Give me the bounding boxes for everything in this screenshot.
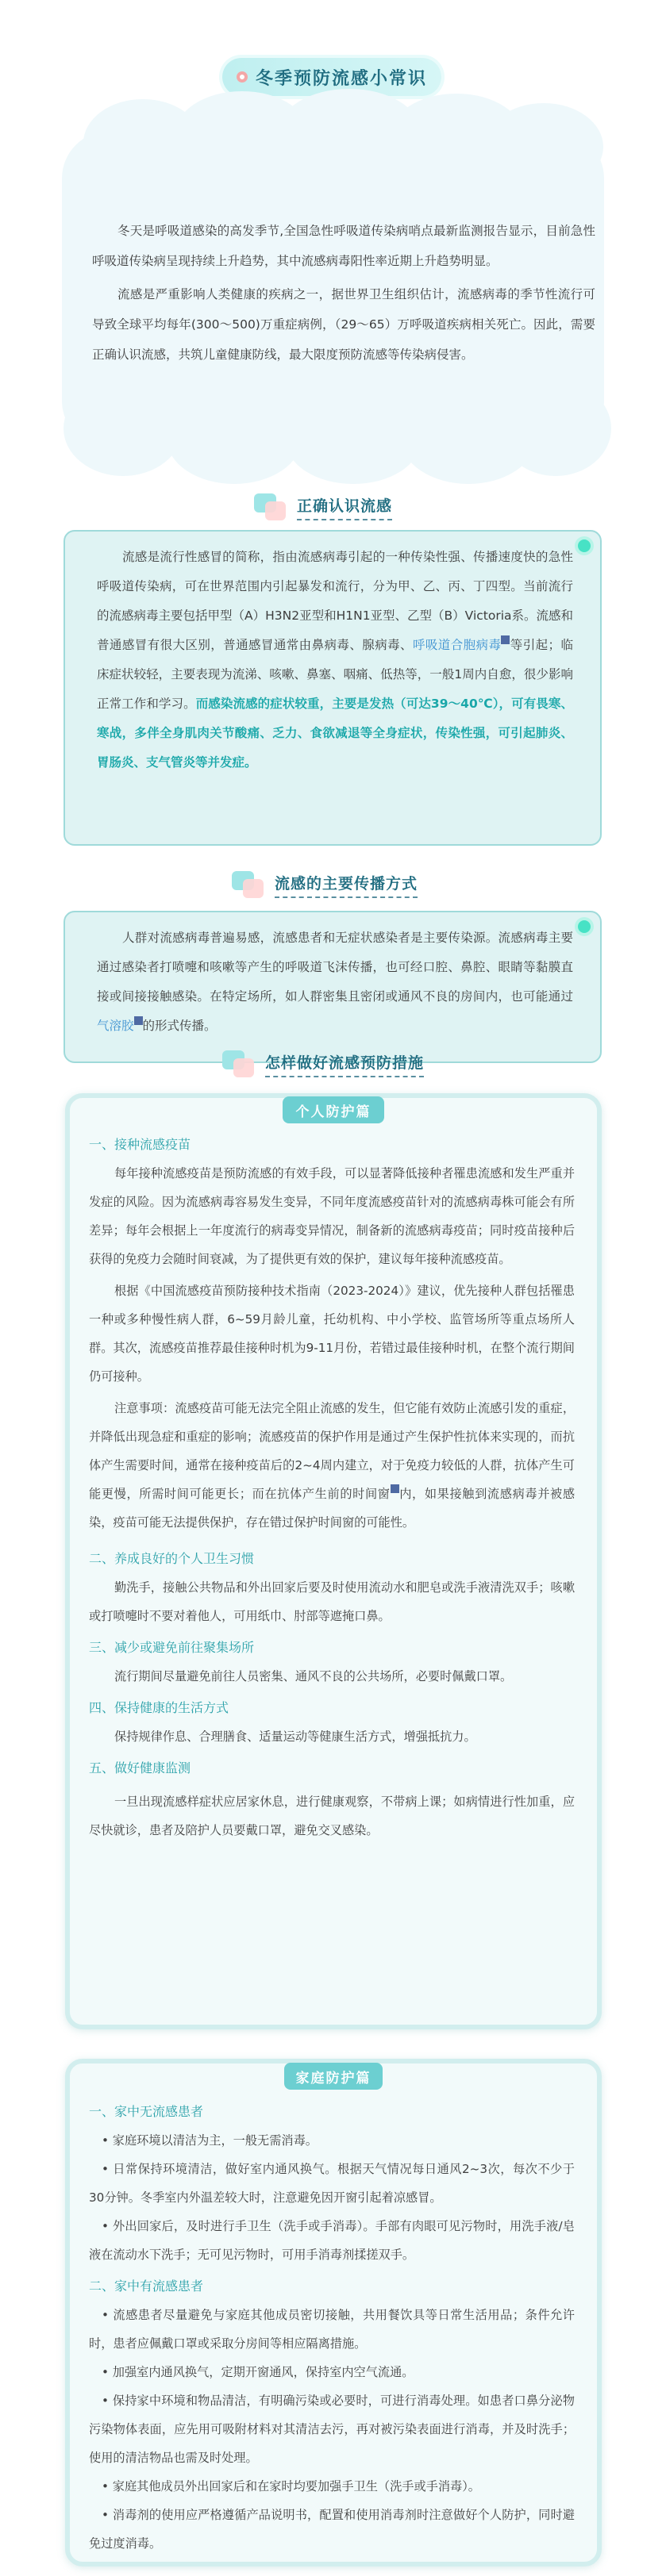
section2-header xyxy=(232,871,418,898)
personal-paragraph: 根据《中国流感疫苗预防接种技术指南（2023-2024）》建议，优先接种人群包括罹患一种或多种慢性病人群，6~59月龄儿童，托幼机构、中小学校、监管场所等重点场所人群。其次，流感疫苗推荐最佳接种时机为9-11月份，若错过最佳接种时机，在整个流行期间仍可接种。 xyxy=(89,1284,575,1384)
family-bullet: • 消毒剂的使用应严格遵循产品说明书，配置和使用消毒剂时注意做好个人防护，同时避免过度消毒。 xyxy=(89,2508,575,2551)
intro-paragraph: 冬天是呼吸道感染的高发季节,全国急性呼吸道传染病哨点最新监测报告显示，目前急性呼吸道传染病呈现持续上升趋势，其中流感病毒阳性率近期上升趋势明显。 xyxy=(92,224,595,268)
section3-title: 怎样做好流感预防措施 xyxy=(265,1051,424,1077)
intro-text xyxy=(92,216,595,373)
section-icon xyxy=(254,493,289,520)
personal-paragraph: 一旦出现流感样症状应居家休息，进行健康观察，不带病上课；如病情进行性加重，应尽快就诊，患者及陪护人员要戴口罩，避免交叉感染。 xyxy=(89,1795,575,1837)
section-icon xyxy=(232,871,267,898)
section2-card xyxy=(64,911,602,1063)
personal-paragraph: 勤洗手，接触公共物品和外出回家后要及时使用流动水和肥皂或洗手液清洗双手；咳嗽或打喷嚏时不要对着他人，可用纸巾、肘部等遮掩口鼻。 xyxy=(89,1580,575,1623)
family-heading-2: 二、家中有流感患者 xyxy=(89,2278,204,2294)
family-bullet: • 流感患者尽量避免与家庭其他成员密切接触，共用餐饮具等日常生活用品；条件允许时，患者应佩戴口罩或采取分房间等相应隔离措施。 xyxy=(89,2308,575,2351)
section2-text xyxy=(97,923,573,1041)
pin-icon xyxy=(578,539,591,552)
page-title: 冬季预防流感小常识 xyxy=(255,68,427,89)
family-bullet: • 家庭其他成员外出回家后和在家时均要加强手卫生（洗手或手消毒）。 xyxy=(102,2479,480,2493)
section1-header xyxy=(254,493,392,520)
family-bullet: • 外出回家后，及时进行手卫生（洗手或手消毒）。手部有肉眼可见污物时，用洗手液/皂液在流动水下洗手；无可见污物时，可用手消毒剂揉搓双手。 xyxy=(89,2219,575,2262)
personal-paragraph: 流行期间尽量避免前往人员密集、通风不良的公共场所，必要时佩戴口罩。 xyxy=(114,1669,513,1683)
family-bullet: • 加强室内通风换气，定期开窗通风，保持室内空气流通。 xyxy=(102,2365,414,2379)
family-heading-1: 一、家中无流感患者 xyxy=(89,2104,204,2119)
family-bullet: • 家庭环境以清洁为主，一般无需消毒。 xyxy=(102,2133,318,2148)
pin-icon xyxy=(578,920,591,933)
personal-paragraph: 保持规律作息、合理膳食、适量运动等健康生活方式，增强抵抗力。 xyxy=(114,1729,476,1744)
family-bullet: • 日常保持环境清洁，做好室内通风换气。根据天气情况每日通风2~3次，每次不少于30分钟。冬季室内外温差较大时，注意避免因开窗引起着凉感冒。 xyxy=(89,2162,575,2205)
section1-text-a: 流感是流行性感冒的简称，指由流感病毒引起的一种传染性强、传播速度快的急性呼吸道传染病，可在世界范围内引起暴发和流行，分为甲、乙、丙、丁四型。当前流行的流感病毒主要包括甲型（A）H3N2亚型和H1N1亚型、乙型（B）Victoria系。流感和普通感冒有很大区别，普通感冒通常由鼻病毒、腺病毒、 xyxy=(97,550,574,652)
section2-title: 流感的主要传播方式 xyxy=(275,872,418,898)
square-marker-icon xyxy=(134,1016,143,1025)
section1-title: 正确认识流感 xyxy=(297,494,392,520)
section2-link-term: 气溶胶 xyxy=(97,1019,134,1033)
intro-paragraph: 流感是严重影响人类健康的疾病之一，据世界卫生组织估计，流感病毒的季节性流行可导致全球平均每年(300～500)万重症病例，（29～65）万呼吸道疾病相关死亡。因此，需要正确认识流感，共筑儿童健康防线，最大限度预防流感等传染病侵害。 xyxy=(92,287,595,362)
section2-text-b: 的形式传播。 xyxy=(142,1019,217,1033)
section1-text xyxy=(97,543,573,777)
section-icon xyxy=(222,1050,257,1077)
section2-text-a: 人群对流感病毒普遍易感，流感患者和无症状感染者是主要传染源。流感病毒主要通过感染者打喷嚏和咳嗽等产生的呼吸道飞沫传播，也可经口腔、鼻腔、眼睛等黏膜直接或间接接触感染。在特定场所，如人群密集且密闭或通风不良的房间内，也可能通过 xyxy=(97,931,573,1004)
personal-heading-4: 四、保持健康的生活方式 xyxy=(89,1700,229,1715)
personal-heading-2: 二、养成良好的个人卫生习惯 xyxy=(89,1551,255,1566)
personal-heading-1: 一、接种流感疫苗 xyxy=(89,1137,191,1152)
family-tab: 家庭防护篇 xyxy=(284,2063,383,2090)
personal-notice-a: 注意事项：流感疫苗可能无法完全阻止流感的发生，但它能有效防止流感引发的重症，并降低出现急症和重症的影响；流感疫苗的保护作用是通过产生保护性抗体来实现的，而抗体产生需要时间，通常在接种疫苗后的2~4周内建立，对于免疫力较低的人群，抗体产生可能更慢，所需时间可能更长；而在抗体产生前的时间窗 xyxy=(89,1401,575,1501)
personal-paragraph xyxy=(89,1394,575,1537)
personal-tab: 个人防护篇 xyxy=(283,1096,384,1123)
personal-heading-5: 五、做好健康监测 xyxy=(89,1760,191,1776)
section1-highlight: 而感染流感的症状较重，主要是发热（可达39～40℃），可有畏寒、寒战，多伴全身肌肉关节酸痛、乏力、食欲减退等全身症状，传染性强，可引起肺炎、胃肠炎、支气管炎等并发症。 xyxy=(97,697,573,770)
personal-heading-3: 三、减少或避免前往聚集场所 xyxy=(89,1640,255,1655)
personal-content xyxy=(89,1131,575,1845)
section3-header xyxy=(222,1050,424,1077)
personal-paragraph: 每年接种流感疫苗是预防流感的有效手段，可以显著降低接种者罹患流感和发生严重并发症的风险。因为流感病毒容易发生变异，不同年度流感疫苗针对的流感病毒株可能会有所差异；每年会根据上一年度流行的病毒变异情况，制备新的流感病毒疫苗；同时疫苗接种后获得的免疫力会随时间衰减，为了提供更有效的保护，建议每年接种流感疫苗。 xyxy=(89,1166,575,1266)
section1-card xyxy=(64,530,602,846)
section1-link-term: 呼吸道合胞病毒 xyxy=(412,638,502,652)
square-marker-icon xyxy=(501,635,510,644)
family-content xyxy=(89,2098,575,2558)
square-marker-icon xyxy=(391,1484,399,1493)
personal-notice-b: 内，如果接触到流感病毒并被感染，疫苗可能无法提供保护，存在错过保护时间窗的可能性。 xyxy=(89,1487,576,1530)
section1-text-b: 等引起；临床症状较轻，主要表现为流涕、咳嗽、鼻塞、咽痛、低热等，一般1周内自愈，很少影响正常工作和学习。 xyxy=(97,638,573,711)
family-bullet: • 保持家中环境和物品清洁，有明确污染或必要时，可进行消毒处理。如患者口鼻分泌物污染物体表面，应先用可吸附材料对其清洁去污，再对被污染表面进行消毒，并及时洗手；使用的清洁物品也需及时处理。 xyxy=(89,2394,575,2465)
